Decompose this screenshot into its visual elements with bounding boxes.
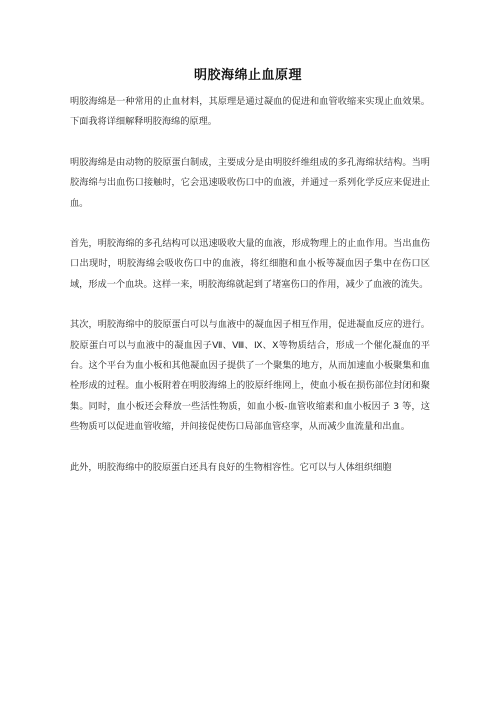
paragraph-coagulation: 其次，明胶海绵中的胶原蛋白可以与血液中的凝血因子相互作用，促进凝血反应的进行。胶原蛋白可以与血液中的凝血因子Ⅶ、Ⅷ、Ⅸ、Ⅹ等物质结合，形成一个催化凝血的平台。这个平台为血小板和其他凝血因子提供了一个聚集的地方，从而加速血小板聚集和血栓形成的过程。血小板附着在明胶海绵上的胶原纤维网上，使血小板在损伤部位封闭和聚集。同时，血小板还会释放一些活性物质，如血小板-血管收缩素和血小板因子 3 等，这些物质可以促进血管收缩，并间接促使伤口局部血管痉挛，从而减少血流量和出血。	[70, 319, 430, 433]
document-body	[70, 92, 430, 498]
paragraph-biocompatibility: 此外，明胶海绵中的胶原蛋白还具有良好的生物相容性。它可以与人体组织细胞	[70, 461, 392, 473]
paragraph-composition: 明胶海绵是由动物的胶原蛋白制成，主要成分是由明胶纤维组成的多孔海绵状结构。当明胶海绵与出血伤口接触时，它会迅速吸收伤口中的血液，并通过一系列化学反应来促进止血。	[70, 156, 430, 209]
document-title: 明胶海绵止血原理	[193, 68, 302, 83]
paragraph-intro: 明胶海绵是一种常用的止血材料，其原理是通过凝血的促进和血管收缩来实现止血效果。下面我将详细解释明胶海绵的原理。	[70, 96, 430, 128]
paragraph-physical-hemostasis: 首先，明胶海绵的多孔结构可以迅速吸收大量的血液，形成物理上的止血作用。当出血伤口出现时，明胶海绵会吸收伤口中的血液，将红细胞和血小板等凝血因子集中在伤口区域，形成一个血块。这样一来，明胶海绵就起到了堵塞伤口的作用，减少了血液的流失。	[70, 238, 430, 290]
